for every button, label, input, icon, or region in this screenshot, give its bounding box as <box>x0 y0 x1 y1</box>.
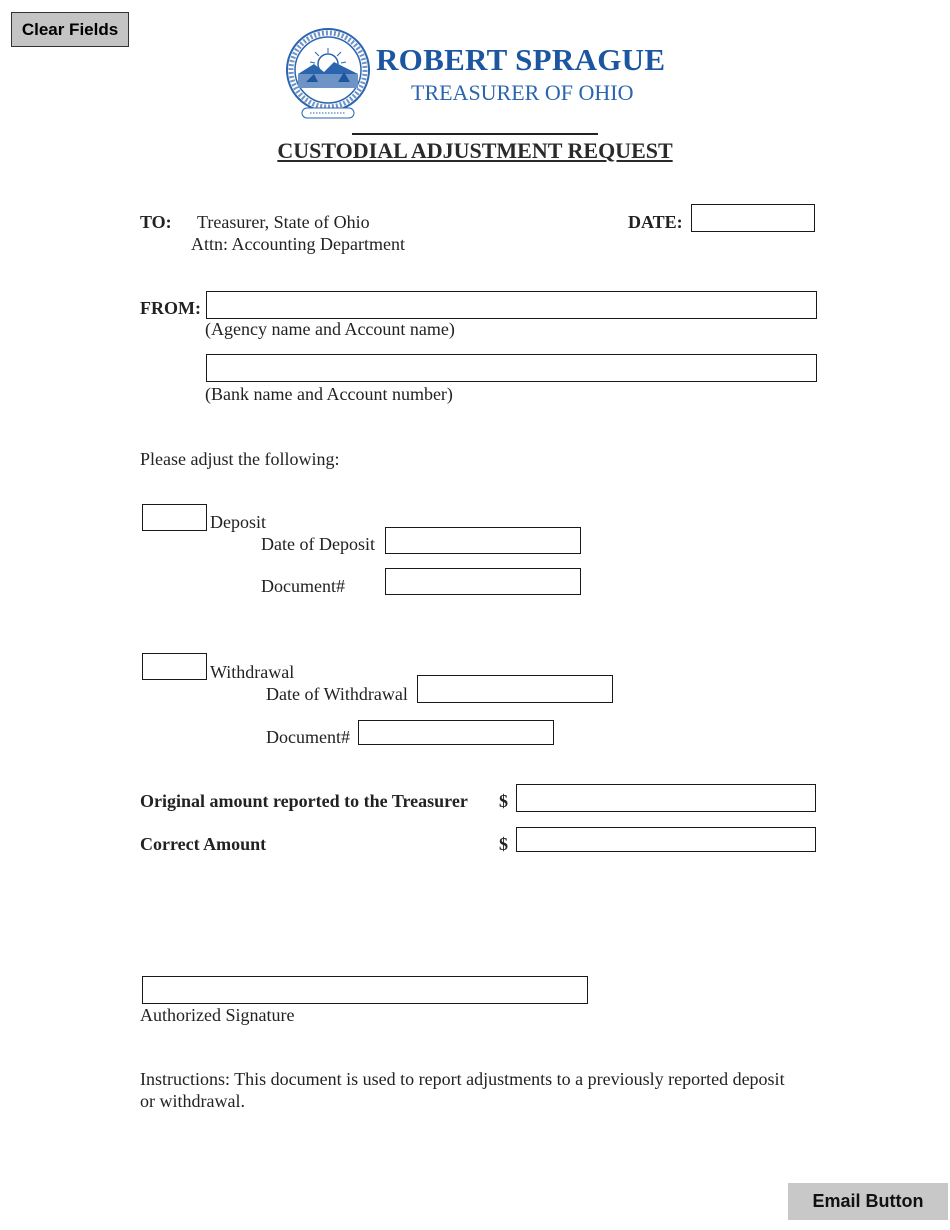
bank-caption: (Bank name and Account number) <box>205 384 453 404</box>
title-divider <box>352 133 598 135</box>
withdrawal-label: Withdrawal <box>210 662 295 682</box>
adjust-prompt: Please adjust the following: <box>140 449 340 469</box>
instructions-line-2: or withdrawal. <box>140 1091 245 1111</box>
email-button[interactable]: Email Button <box>788 1183 948 1220</box>
date-label: DATE: <box>628 212 683 232</box>
signature-caption: Authorized Signature <box>140 1005 295 1025</box>
to-recipient: Treasurer, State of Ohio <box>197 212 370 232</box>
deposit-checkbox[interactable] <box>142 504 207 531</box>
original-currency-symbol: $ <box>499 791 508 811</box>
to-label: TO: <box>140 212 172 232</box>
to-attention: Attn: Accounting Department <box>191 234 405 254</box>
from-label: FROM: <box>140 298 201 318</box>
deposit-document-label: Document# <box>261 576 345 596</box>
signature-field[interactable] <box>142 976 588 1004</box>
agency-account-field[interactable] <box>206 291 817 319</box>
clear-fields-button[interactable]: Clear Fields <box>11 12 129 47</box>
withdrawal-checkbox[interactable] <box>142 653 207 680</box>
correct-amount-label: Correct Amount <box>140 834 267 854</box>
deposit-label: Deposit <box>210 512 266 532</box>
page-title: CUSTODIAL ADJUSTMENT REQUEST <box>277 138 673 163</box>
date-field[interactable] <box>691 204 815 232</box>
correct-currency-symbol: $ <box>499 834 508 854</box>
original-amount-field[interactable] <box>516 784 816 812</box>
treasurer-title: TREASURER OF OHIO <box>411 80 634 105</box>
treasurer-name: ROBERT SPRAGUE <box>376 42 666 77</box>
deposit-date-label: Date of Deposit <box>261 534 375 554</box>
deposit-document-field[interactable] <box>385 568 581 595</box>
withdrawal-date-label: Date of Withdrawal <box>266 684 408 704</box>
agency-caption: (Agency name and Account name) <box>205 319 455 339</box>
withdrawal-date-field[interactable] <box>417 675 613 703</box>
withdrawal-document-field[interactable] <box>358 720 554 745</box>
deposit-date-field[interactable] <box>385 527 581 554</box>
withdrawal-document-label: Document# <box>266 727 350 747</box>
bank-account-field[interactable] <box>206 354 817 382</box>
instructions-line-1: Instructions: This document is used to report adjustments to a previously reported deposit <box>140 1069 785 1089</box>
ohio-seal-icon <box>284 24 372 120</box>
treasurer-logo <box>284 24 664 124</box>
correct-amount-field[interactable] <box>516 827 816 852</box>
original-amount-label: Original amount reported to the Treasurer <box>140 791 468 811</box>
